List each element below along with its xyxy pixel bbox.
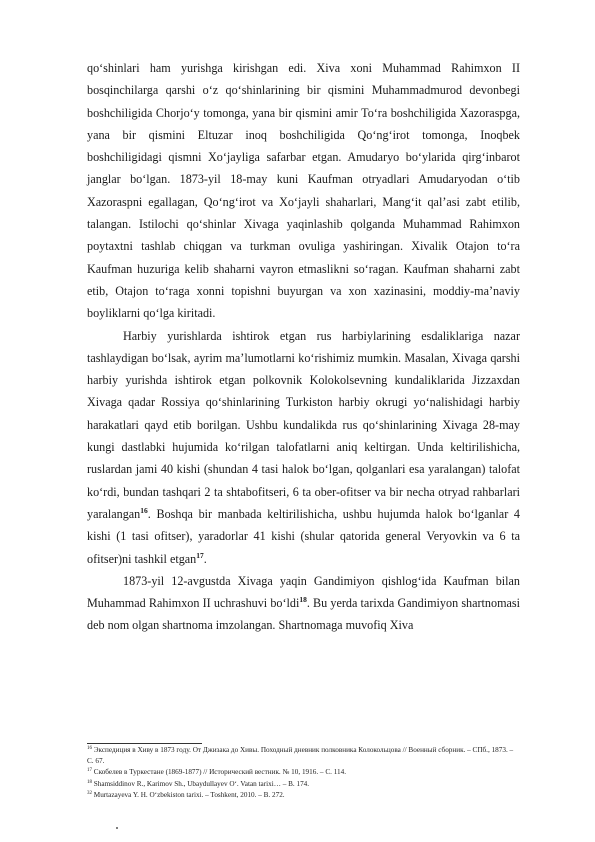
paragraph-2-text-c: . bbox=[203, 551, 207, 566]
footnote bbox=[87, 779, 520, 790]
paragraph-1-text: qo‘shinlari ham yurishga kirishgan edi. Xiva xoni Muhammad Rahimxon II bosqinchilarga qarshi o‘z qo‘shinlarining bir qismini Muhammadmurod devonbegi boshchiligida Chorjo‘y tomonga, yana bir qismini amir To‘ra boshchiligida Xazoraspga, yana bir qismini Eltuzar inoq boshchiligida Qo‘ng‘irot tomonga, Inoqbek boshchiligidagi qismni Xo‘jayliga safarbar etgan. Amudaryo bo‘ylarida qirg‘inbarot janglar bo‘lgan. 1873-yil 18-may kuni Kaufman otryadlari Amudaryodan o‘tib Xazoraspni egallagan, Qo‘ng‘irot va Xo‘jayli shaharlari, Mang‘it qal’asi zabt etilib, talangan. Istilochi qo‘shinlar Xivaga yaqinlashib qolganda Muhammad Rahimxon poytaxtni tashlab chiqgan va turkman ovuliga yashiringan. Xivalik Otajon to‘ra Kaufman huzuriga kelib shaharni vayron etmaslikni so‘ragan. Kaufman shaharni zabt etib, Otajon to‘raga xonni topishni buyurgan va xon xazinasini, moddiy-ma’naviy boyliklarni qo‘lga kiritadi. bbox=[87, 61, 520, 321]
footnote-number: 16 bbox=[87, 746, 92, 751]
footnote-number: 18 bbox=[87, 779, 92, 785]
footnote bbox=[87, 745, 520, 767]
footnote-text: Murtazayeva Y. H. O‘zbekiston tarixi. – Toshkent, 2010. – B. 272. bbox=[93, 790, 285, 799]
paragraph-1 bbox=[87, 57, 520, 325]
footnote-ref-17: 17 bbox=[196, 550, 204, 560]
main-text bbox=[87, 57, 520, 637]
footnote-ref-16: 16 bbox=[140, 505, 148, 515]
footnote-number: 17 bbox=[87, 768, 92, 774]
footnote-text: Скобелев в Туркестане (1869-1877) // Исторический вестник. № 10, 1916. – С. 114. bbox=[93, 768, 347, 777]
footnote bbox=[87, 767, 520, 778]
paragraph-3-text-b: . Bu yerda tarixda Gandimiyon shartnomasi deb nom olgan shartnoma imzolangan. Shartnomaga muvofiq Xiva bbox=[87, 596, 520, 633]
footnotes bbox=[87, 745, 520, 801]
paragraph-2-text-a: Harbiy yurishlarda ishtirok etgan rus harbiylarining esdaliklariga nazar tashlaydigan bo‘lsak, ayrim ma’lumotlarni ko‘rishimiz mumkin. Masalan, Xivaga qarshi harbiy yurishda ishtirok etgan polkovnik Kolokolsevning kundaliklarida Jizzaxdan Xivaga qadar Rossiya qo‘shinlarining Turkiston harbiy okrugi yo‘nalishidagi harbiy harakatlari qayd etib borilgan. Ushbu kundalikda rus qo‘shinlarining Xivaga 28-may kungi dastlabki hujumida ko‘rilgan talofatlarni aniq keltirgan. Unda keltirilishicha, ruslardan jami 40 kishi (shundan 4 tasi halok bo‘lgan, qolganlari esa yaralangan) talofat ko‘rdi, bundan tashqari 2 ta shtabofitseri, 6 ta ober-ofitser va bir necha otryad rahbarlari yaralangan bbox=[87, 328, 520, 521]
paragraph-3 bbox=[87, 570, 520, 637]
footnote-text: Shamsiddinov R., Karimov Sh., Ubaydullayev O‘. Vatan tarixi… – B. 174. bbox=[93, 779, 310, 788]
paragraph-2-text-b: . Boshqa bir manbada keltirilishicha, ushbu hujumda halok bo‘lganlar 4 kishi (1 tasi ofitser), yaradorlar 41 kishi (shular qatorida general Veryovkin va 6 ta ofitser)ni tashkil etgan bbox=[87, 506, 520, 566]
footnote-separator bbox=[87, 743, 202, 744]
footnote-text: Экспедиция в Хиву в 1873 году. От Джизака до Хивы. Походный дневник полковника Колокольцова // Военный сборник. – СПб., 1873. – С. 67. bbox=[87, 746, 514, 766]
paragraph-2 bbox=[87, 325, 520, 570]
footnote-number: 32 bbox=[87, 790, 92, 796]
footnote-ref-18: 18 bbox=[299, 595, 307, 605]
footnote bbox=[87, 790, 520, 801]
page-dot bbox=[116, 827, 118, 829]
paragraph-3-text-a: 1873-yil 12-avgustda Xivaga yaqin Gandimiyon qishlog‘ida Kaufman bilan Muhammad Rahimxon II uchrashuvi bo‘ldi bbox=[87, 573, 520, 611]
